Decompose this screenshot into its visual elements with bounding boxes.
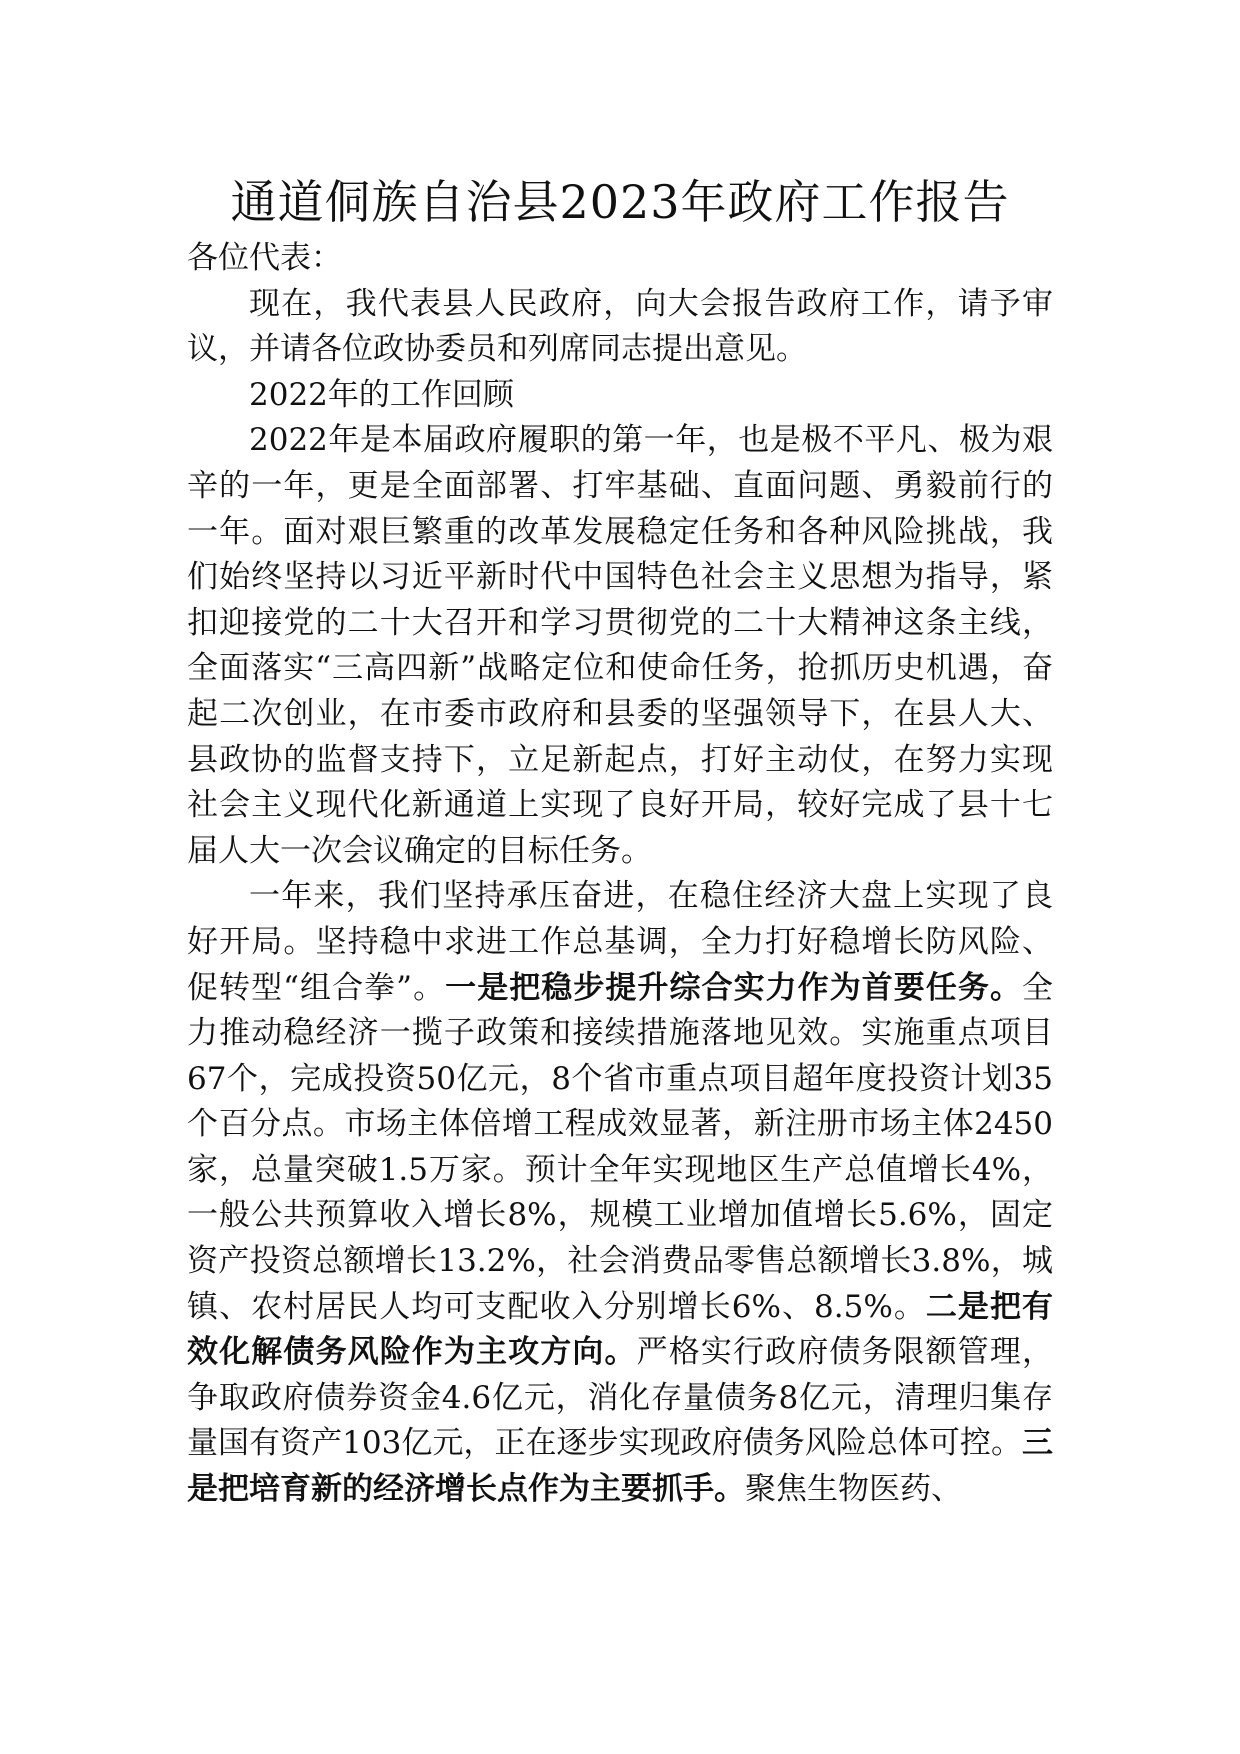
section-heading-review [187,373,1053,419]
text-segment: 2022年的工作回顾 [249,376,514,413]
bold-heading-first: 一是把稳步提升综合实力作为首要任务。 [445,969,1023,1006]
bold-heading-third: 三是把培育新的经济增长点作为主要抓手。 [187,1425,1053,1508]
text-segment: 全力推动稳经济一揽子政策和接续措施落地见效。实施重点项目67个，完成投资50亿元，8个省市重点项目超年度投资计划35个百分点。市场主体倍增工程成效显著，新注册市场主体2450家，总量突破1.5万家。预计全年实现地区生产总值增长4%，一般公共预算收入增长8%，规模工业增加值增长5.6%，固定资产投资总额增长13.2%，社会消费品零售总额增长3.8%，城镇、农村居民人均可支配收入分别增长6%、8.5%。 [187,969,1054,1325]
text-segment: 一年来，我们坚持承压奋进，在稳住经济大盘上实现了良好开局。坚持稳中求进工作总基调，全力打好稳增长防风险、促转型“组合拳”。 [187,878,1053,1006]
paragraph-overview [187,418,1053,874]
text-segment: 2022年是本届政府履职的第一年，也是极不平凡、极为艰辛的一年，更是全面部署、打牢基础、直面问题、勇毅前行的一年。面对艰巨繁重的改革发展稳定任务和各种风险挑战，我们始终坚持以习近平新时代中国特色社会主义思想为指导，紧扣迎接党的二十大召开和学习贯彻党的二十大精神这条主线，全面落实“三高四新”战略定位和使命任务，抢抓历史机遇，奋起二次创业，在市委市政府和县委的坚强领导下，在县人大、县政协的监督支持下，立足新起点，打好主动仗，在努力实现社会主义现代化新通道上实现了良好开局，较好完成了县十七届人大一次会议确定的目标任务。 [187,422,1053,869]
text-segment: 严格实行政府债务限额管理，争取政府债券资金4.6亿元，消化存量债务8亿元，清理归集存量国有资产103亿元，正在逐步实现政府债务风险总体可控。 [187,1334,1054,1462]
text-segment: 聚焦生物医药、 [745,1471,962,1508]
bold-heading-second: 二是把有效化解债务风险作为主攻方向。 [187,1288,1054,1371]
text-segment: 现在，我代表县人民政府，向大会报告政府工作，请予审议，并请各位政协委员和列席同志提出意见。 [187,285,1053,368]
paragraph-intro [187,282,1053,373]
report-page [187,170,1053,1513]
salutation: 各位代表： [187,240,342,276]
paragraph-achievements [187,874,1053,1512]
report-title: 通道侗族自治县2023年政府工作报告 [230,175,1010,229]
